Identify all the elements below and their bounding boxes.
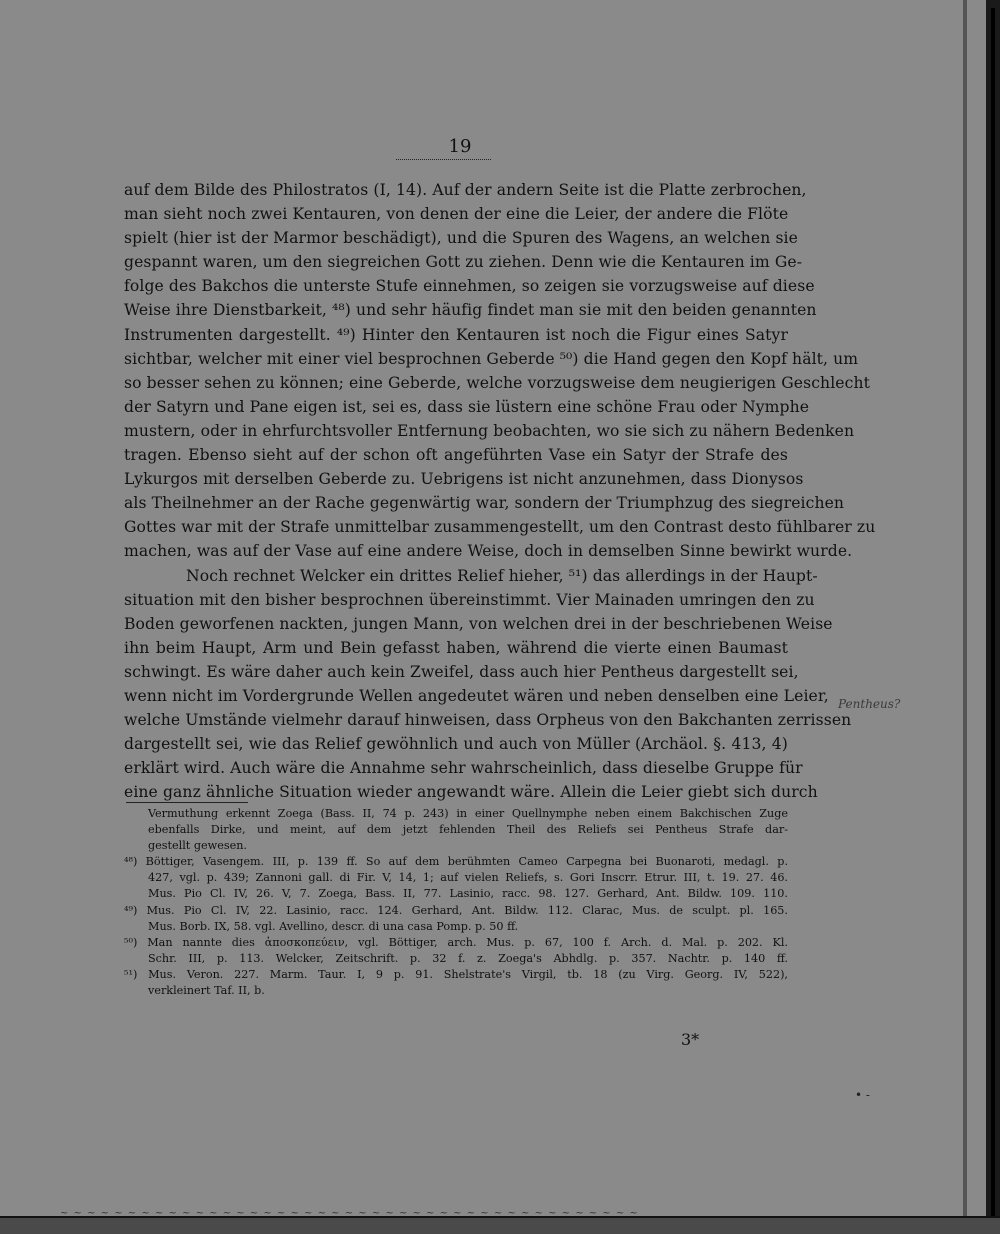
right-edge-band: [963, 0, 967, 1234]
text-line: dargestellt sei, wie das Relief gewöhnlich und auch von Müller (Archäol. §. 413, 4): [124, 735, 788, 754]
text-line: Noch rechnet Welcker ein drittes Relief hieher, ⁵¹) das allerdings in der Haupt-: [186, 566, 818, 585]
text-line: sichtbar, welcher mit einer viel besprochnen Geberde ⁵⁰) die Hand gegen den Kopf hält, um: [124, 349, 859, 368]
text-line: Gottes war mit der Strafe unmittelbar zusammengestellt, um den Contrast desto fühlbarer zu: [124, 518, 876, 537]
text-line: schwingt. Es wäre daher auch kein Zweifel, dass auch hier Pentheus dargestellt sei,: [124, 662, 799, 681]
signature-mark: 3*: [681, 1030, 700, 1049]
text-line: man sieht noch zwei Kentauren, von denen der eine die Leier, der andere die Flöte: [124, 205, 789, 224]
footnote-line: 427, vgl. p. 439; Zannoni gall. di Fir. V, 14, 1; auf vielen Reliefs, s. Gori Inscrr. Etrur. III, t. 19. 27. 46.: [148, 871, 788, 885]
footnote-line: gestellt gewesen.: [148, 839, 247, 853]
footnote-line: ⁴⁹) Mus. Pio Cl. IV, 22. Lasinio, racc. 124. Gerhard, Ant. Bildw. 112. Clarac, Mus. de sculpt. pl. 165.: [124, 903, 788, 917]
footnote-line: Mus. Borb. IX, 58. vgl. Avellino, descr. di una casa Pomp. p. 50 ff.: [148, 919, 519, 933]
text-line: tragen. Ebenso sieht auf der schon oft angeführten Vase ein Satyr der Strafe des: [124, 446, 788, 465]
text-line: spielt (hier ist der Marmor beschädigt), und die Spuren des Wagens, an welchen sie: [124, 229, 798, 248]
footnote-line: Schr. III, p. 113. Welcker, Zeitschrift. p. 32 f. z. Zoega's Abhdlg. p. 357. Nachtr. p. 140 ff.: [148, 951, 788, 965]
footnote-line: ⁴⁸) Böttiger, Vasengem. III, p. 139 ff. So auf dem berühmten Cameo Carpegna bei Buonaroti, medagl. p.: [124, 855, 788, 869]
footnote-line: ⁵⁰) Man nannte dies ἀποσκοπεύειν, vgl. Böttiger, arch. Mus. p. 67, 100 f. Arch. d. Mal. p. 202. Kl.: [124, 935, 788, 949]
text-line: machen, was auf der Vase auf eine andere Weise, doch in demselben Sinne bewirkt wurde.: [124, 542, 853, 561]
text-line: Lykurgos mit derselben Geberde zu. Uebrigens ist nicht anzunehmen, dass Dionysos: [124, 470, 804, 489]
text-line: ihn beim Haupt, Arm und Bein gefasst haben, während die vierte einen Baumast: [124, 638, 788, 657]
text-line: situation mit den bisher besprochnen übereinstimmt. Vier Mainaden umringen den zu: [124, 590, 815, 609]
footnote-rule: [126, 802, 248, 803]
text-line: mustern, oder in ehrfurchtsvoller Entfernung beobachten, wo sie sich zu nähern Bedenken: [124, 421, 855, 440]
bottom-edge-noise: ~ ~ ~ ~ ~ ~ ~ ~ ~ ~ ~ ~ ~ ~ ~ ~ ~ ~ ~ ~ ~ ~ ~ ~ ~ ~ ~ ~ ~ ~ ~ ~ ~ ~ ~ ~ ~ ~ ~ ~ ~ ~ ~: [60, 1208, 639, 1219]
page-number: 19: [448, 136, 472, 157]
text-line: als Theilnehmer an der Rache gegenwärtig war, sondern der Triumphzug des siegreichen: [124, 494, 845, 513]
footnote-line: ⁵¹) Mus. Veron. 227. Marm. Taur. I, 9 p. 91. Shelstrate's Virgil, tb. 18 (zu Virg. Georg. IV, 522),: [124, 967, 788, 981]
footnote-line: verkleinert Taf. II, b.: [148, 984, 265, 998]
footnote-line: Mus. Pio Cl. IV, 26. V, 7. Zoega, Bass. II, 77. Lasinio, racc. 98. 127. Gerhard, Ant. Bildw. 109. 110.: [148, 887, 788, 901]
text-line: auf dem Bilde des Philostratos (I, 14). Auf der andern Seite ist die Platte zerbrochen,: [124, 181, 807, 199]
footnotes: [124, 806, 788, 999]
margin-annotation: Pentheus?: [838, 697, 901, 711]
text-line: welche Umstände vielmehr darauf hinweisen, dass Orpheus von den Bakchanten zerrissen: [124, 711, 852, 730]
text-line: folge des Bakchos die unterste Stufe einnehmen, so zeigen sie vorzugsweise auf diese: [124, 277, 815, 296]
text-line: Boden geworfenen nackten, jungen Mann, von welchen drei in der beschriebenen Weise: [124, 614, 833, 633]
text-line: wenn nicht im Vordergrunde Wellen angedeutet wären und neben denselben eine Leier,: [124, 686, 829, 705]
text-line: eine ganz ähnliche Situation wieder angewandt wäre. Allein die Leier giebt sich durch: [124, 783, 818, 802]
right-edge-line: [991, 8, 995, 1228]
footnote-line: ebenfalls Dirke, und meint, auf dem jetzt fehlenden Theil des Reliefs sei Pentheus Strafe dar-: [148, 823, 788, 837]
text-line: der Satyrn und Pane eigen ist, sei es, dass sie lüstern eine schöne Frau oder Nymphe: [124, 397, 810, 416]
text-line: erklärt wird. Auch wäre die Annahme sehr wahrscheinlich, dass dieselbe Gruppe für: [124, 759, 803, 778]
corner-dots: • -: [855, 1088, 870, 1102]
text-line: Weise ihre Dienstbarkeit, ⁴⁸) und sehr häufig findet man sie mit den beiden genannten: [124, 301, 817, 320]
body-text: [124, 178, 876, 804]
footnote-line: Vermuthung erkennt Zoega (Bass. II, 74 p. 243) in einer Quellnymphe neben einem Bakchischen Zuge: [148, 807, 788, 820]
header-rule: [396, 159, 491, 160]
text-line: so besser sehen zu können; eine Geberde, welche vorzugsweise dem neugierigen Geschlecht: [124, 373, 870, 392]
text-line: Instrumenten dargestellt. ⁴⁹) Hinter den Kentauren ist noch die Figur eines Satyr: [124, 325, 788, 344]
text-line: gespannt waren, um den siegreichen Gott zu ziehen. Denn wie die Kentauren im Ge-: [124, 253, 803, 272]
